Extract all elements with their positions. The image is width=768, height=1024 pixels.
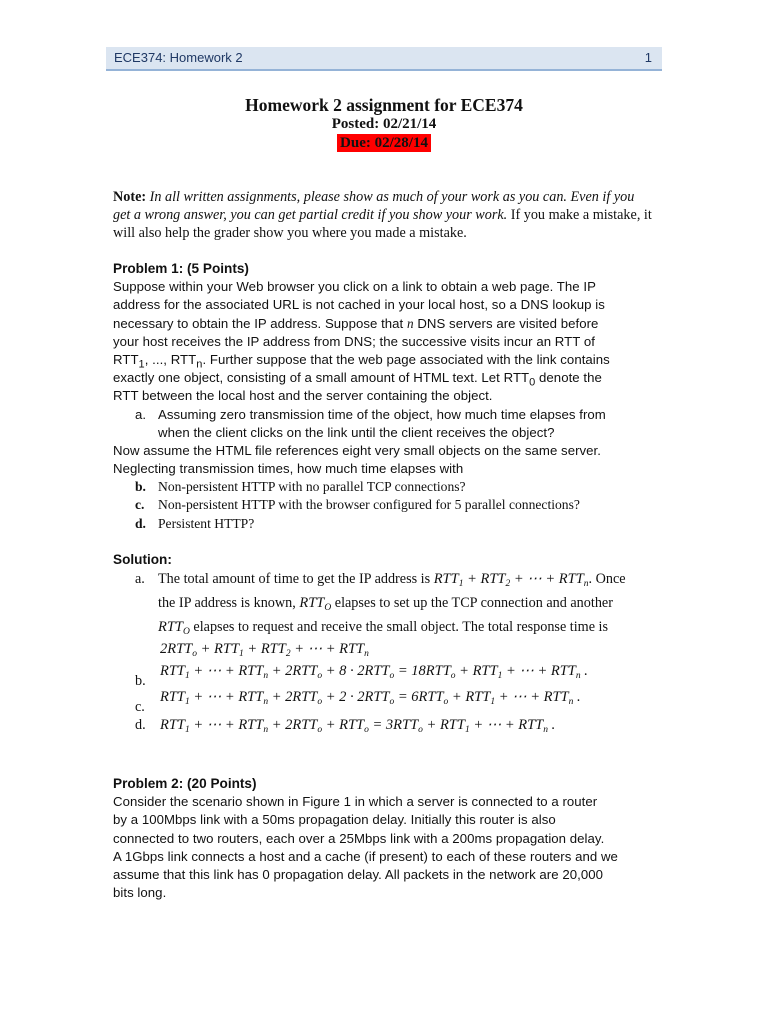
document-title: Homework 2 assignment for ECE374 [245,95,523,115]
problem2-line: assume that this link has 0 propagation delay. All packets in the network are 20,000 [113,866,603,882]
problem1-line: Suppose within your Web browser you click on a link to obtain a web page. The IP [113,279,596,295]
solution-a-line1 [158,571,626,589]
problem1-subscript: 0 [529,376,536,389]
header-title: ECE374: Homework 2 [114,50,243,65]
problem1-items [113,478,653,533]
solution-label-a: a. [135,571,145,587]
problem1-text: RTT [113,351,139,367]
solution-text: elapses to set up the TCP connection and another [331,595,613,611]
problem1-subscript: 1 [138,358,145,371]
formula-rtt0: $RTT_O$ [299,595,332,613]
solution-text: The total amount of time to get the IP address is [158,571,434,587]
problem2-line: Consider the scenario shown in Figure 1 in which a server is connected to a router [113,794,598,810]
item-label: a. [135,406,147,422]
problem1-var-n: n [406,315,414,331]
problem1-item-a-cont [113,424,653,442]
problem2-line: by a 100Mbps link with a 50ms propagation delay. Initially this router is also [113,812,556,828]
solution-text: elapses to request and receive the small object. The total response time is [189,619,609,635]
solution-a-line3 [158,619,608,637]
solution-a-line2 [158,595,613,613]
problem2-line: A 1Gbps link connects a host and a cache (if present) to each of these routers and we [113,848,618,864]
note-italic-text: In all written assignments, please show as much of your work as you can. Even if you get a wrong answer, you can get partial credit if you show your work. [113,189,635,224]
problem2-heading: Problem 2: (20 Points) [113,776,257,791]
problem1-item-b [113,478,653,496]
solution-label-d: d. [135,717,146,733]
problem1-text: , ..., RTT [144,351,197,367]
problem1-body [113,278,653,478]
due-date: Due: 02/28/14 [337,134,431,152]
note-paragraph [113,188,653,243]
solution-heading: Solution: [113,552,172,567]
note-label: Note: [113,189,147,205]
solution-text: the IP address is known, [158,595,300,611]
item-text: Persistent HTTP? [158,515,255,531]
formula-total-c: $RTT_1$ + ⋯ + $RTT_n + 2RTT_o + 2 \cdot 2RTT_o = 6RTT_o + RTT_1$ + ⋯ + $RTT_n$ . [160,689,581,707]
problem1-item-a [113,406,653,424]
running-header [106,47,662,71]
item-text: Non-persistent HTTP with the browser configured for 5 parallel connections? [158,497,580,513]
item-text: Assuming zero transmission time of the object, how much time elapses from [158,406,606,422]
posted-date: Posted: 02/21/14 [331,116,437,132]
problem1-item-d [113,515,653,533]
formula-total-d: $RTT_1$ + ⋯ + $RTT_n + 2RTT_o + RTT_o = 3RTT_o + RTT_1$ + ⋯ + $RTT_n$ . [160,717,556,735]
problem2-line: connected to two routers, each over a 25Mbps link with a 200ms propagation delay. [113,830,605,846]
note-plain-text: If you make a mistake, it will also help the grader show you where you made a mistake. [113,207,652,242]
item-label: b. [135,479,146,495]
solution-b-formula [160,663,588,681]
problem1-line: Neglecting transmission times, how much time elapses with [113,461,464,477]
problem2-line: bits long. [113,885,167,901]
problem1-text: DNS servers are visited before [413,315,599,331]
solution-label-c: c. [135,699,145,715]
problem1-text: denote the [535,370,602,386]
due-date-wrap [106,134,662,152]
header-page-number: 1 [644,50,652,65]
solution-a-formula [160,641,369,659]
problem1-subscript: n [196,358,203,371]
problem1-heading: Problem 1: (5 Points) [113,261,249,276]
problem1-line: Now assume the HTML file references eight very small objects on the same server. [113,442,601,458]
problem1-line [113,315,653,333]
problem1-text: necessary to obtain the IP address. Suppose that [113,315,407,331]
problem1-section [113,260,653,533]
item-label: d. [135,515,146,531]
problem1-line: RTT between the local host and the server containing the object. [113,388,493,404]
problem1-text: . Further suppose that the web page associated with the link contains [202,351,610,367]
item-label: c. [135,497,145,513]
solution-c-formula [160,689,581,707]
solution-label-b: b. [135,673,146,689]
problem1-text: exactly one object, consisting of a small amount of HTML text. Let RTT [113,370,530,386]
problem2-section [113,775,653,902]
problem1-line [113,369,653,387]
formula-dns-sum: $RTT_1 + RTT_2$ + ⋯ + $RTT_n$ [433,571,589,589]
formula-total-b: $RTT_1$ + ⋯ + $RTT_n + 2RTT_o + 8 \cdot 2RTT_o = 18RTT_o + RTT_1$ + ⋯ + $RTT_n$ . [160,663,588,681]
problem1-item-c [113,496,653,514]
item-text: Non-persistent HTTP with no parallel TCP connections? [158,479,466,495]
formula-total-a: $2RTT_o + RTT_1 + RTT_2$ + ⋯ + $RTT_n$ [160,641,369,659]
item-text: when the client clicks on the link until the client receives the object? [158,424,555,440]
formula-rtt0: $RTT_O$ [158,619,190,637]
problem1-line: your host receives the IP address from DNS; the successive visits incur an RTT of [113,333,595,349]
solution-d-formula [160,717,555,735]
problem1-line: address for the associated URL is not cached in your local host, so a DNS lookup is [113,297,605,313]
problem2-body [113,793,653,902]
solution-text: . Once [588,571,626,587]
problem1-line [113,351,653,369]
